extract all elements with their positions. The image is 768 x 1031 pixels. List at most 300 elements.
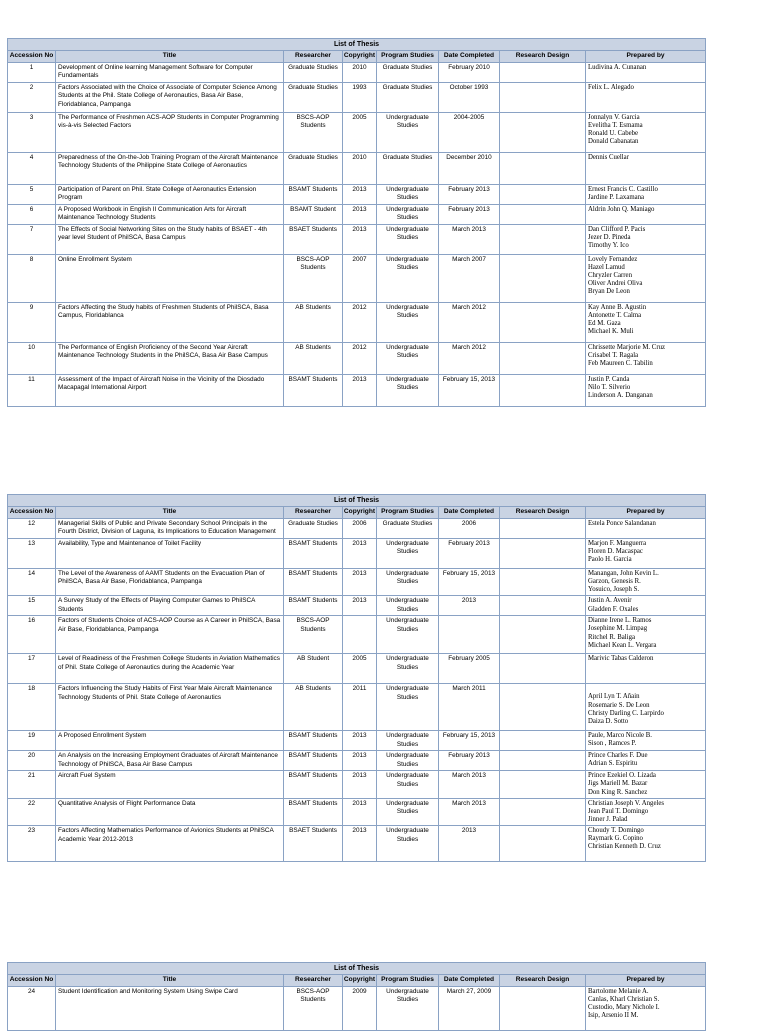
table-row bbox=[8, 826, 706, 862]
date-completed-cell: February 2010 bbox=[439, 62, 500, 82]
prepared-by-cell bbox=[586, 152, 706, 184]
table-caption-row bbox=[8, 39, 706, 51]
author-name: Aldrin John Q. Maniago bbox=[588, 205, 655, 213]
thesis-table-3 bbox=[7, 962, 706, 1031]
author-name: Choudy T. Domingo bbox=[588, 827, 644, 835]
copyright-cell: 2013 bbox=[343, 204, 377, 224]
column-header: Program Studies bbox=[377, 975, 439, 987]
title-cell: Student Identification and Monitoring System Using Swipe Card bbox=[56, 986, 284, 1030]
research-design-cell bbox=[500, 731, 586, 751]
prepared-by-cell bbox=[586, 751, 706, 771]
date-completed-cell bbox=[439, 616, 500, 654]
thesis-table-1 bbox=[7, 38, 706, 407]
author-name: Custodio, Mary Nichole I. bbox=[588, 1004, 660, 1012]
title-cell: A Proposed Workbook in English II Communication Arts for Aircraft Maintenance Technology Students bbox=[56, 204, 284, 224]
title-cell: Level of Readiness of the Freshmen College Students in Aviation Mathematics of Phil. State College of Aeronautics during the Academic Year bbox=[56, 654, 284, 684]
research-design-cell bbox=[500, 798, 586, 825]
copyright-cell: 2007 bbox=[343, 254, 377, 302]
table-row bbox=[8, 82, 706, 112]
author-name: Manangan, John Kevin L. bbox=[588, 569, 659, 577]
column-header: Title bbox=[56, 51, 284, 63]
prepared-by-cell bbox=[586, 654, 706, 684]
researcher-cell: BSAET Students bbox=[284, 224, 343, 254]
program-studies-cell: Undergraduate Studies bbox=[377, 684, 439, 731]
date-completed-cell: March 2011 bbox=[439, 684, 500, 731]
title-cell: Availability, Type and Maintenance of Toilet Facility bbox=[56, 538, 284, 568]
researcher-cell: BSAMT Students bbox=[284, 771, 343, 798]
column-header: Copyright bbox=[343, 507, 377, 519]
research-design-cell bbox=[500, 518, 586, 538]
author-name: Jezer D. Pineda bbox=[588, 233, 631, 241]
program-studies-cell: Undergraduate Studies bbox=[377, 568, 439, 595]
author-name: Michael Kean L. Vergara bbox=[588, 641, 657, 649]
column-header: Researcher bbox=[284, 507, 343, 519]
accession-no-cell: 15 bbox=[8, 596, 56, 616]
author-name: Jinner J. Palad bbox=[588, 816, 628, 823]
researcher-cell: BSAMT Students bbox=[284, 568, 343, 595]
copyright-cell: 1993 bbox=[343, 82, 377, 112]
author-name: Paolo H. Garcia bbox=[588, 556, 632, 564]
title-cell: The Performance of English Proficiency of the Second Year Aircraft Maintenance Technology Students in the PhilSCA, Basa Air Base Campus bbox=[56, 342, 284, 374]
copyright-cell: 2013 bbox=[343, 751, 377, 771]
thesis-table-2 bbox=[7, 494, 706, 862]
program-studies-cell: Graduate Studies bbox=[377, 82, 439, 112]
author-name: Lovely Fernandez bbox=[588, 255, 638, 263]
title-cell: Factors Affecting the Study habits of Freshmen Students of PhilSCA, Basa Campus, Floridablanca bbox=[56, 302, 284, 342]
author-name: Christian Joseph V. Angeles bbox=[588, 799, 665, 807]
research-design-cell bbox=[500, 342, 586, 374]
researcher-cell: AB Student bbox=[284, 654, 343, 684]
program-studies-cell: Undergraduate Studies bbox=[377, 654, 439, 684]
table-row bbox=[8, 731, 706, 751]
copyright-cell: 2012 bbox=[343, 302, 377, 342]
date-completed-cell: February 2013 bbox=[439, 538, 500, 568]
column-header: Researcher bbox=[284, 51, 343, 63]
table-header-row bbox=[8, 975, 706, 987]
table-caption-row bbox=[8, 495, 706, 507]
table-row bbox=[8, 342, 706, 374]
title-cell: Online Enrollment System bbox=[56, 254, 284, 302]
author-name: Christy Darling C. Larpirdo bbox=[588, 709, 664, 717]
researcher-cell: BSAMT Students bbox=[284, 184, 343, 204]
table-row bbox=[8, 751, 706, 771]
column-header: Copyright bbox=[343, 51, 377, 63]
program-studies-cell: Undergraduate Studies bbox=[377, 254, 439, 302]
research-design-cell bbox=[500, 152, 586, 184]
table-row bbox=[8, 254, 706, 302]
research-design-cell bbox=[500, 538, 586, 568]
prepared-by-cell bbox=[586, 684, 706, 731]
author-name: Canlas, Kharl Christian S. bbox=[588, 996, 660, 1004]
researcher-cell: BSCS-AOP Students bbox=[284, 986, 343, 1030]
program-studies-cell: Undergraduate Studies bbox=[377, 798, 439, 825]
table-row bbox=[8, 152, 706, 184]
table-row bbox=[8, 302, 706, 342]
copyright-cell: 2013 bbox=[343, 798, 377, 825]
program-studies-cell: Graduate Studies bbox=[377, 152, 439, 184]
researcher-cell: BSAET Students bbox=[284, 826, 343, 862]
table-row bbox=[8, 798, 706, 825]
copyright-cell: 2010 bbox=[343, 62, 377, 82]
program-studies-cell: Undergraduate Studies bbox=[377, 826, 439, 862]
program-studies-cell: Undergraduate Studies bbox=[377, 538, 439, 568]
title-cell: The Effects of Social Networking Sites on the Study habits of BSAET - 4th year level Student of PhilSCA, Basa Campus bbox=[56, 224, 284, 254]
accession-no-cell: 21 bbox=[8, 771, 56, 798]
researcher-cell: Graduate Studies bbox=[284, 152, 343, 184]
author-name: Prince Ezekiel O. Lizada bbox=[588, 772, 656, 780]
title-cell: Assessment of the Impact of Aircraft Noise in the Vicinity of the Diosdado Macapagal International Airport bbox=[56, 374, 284, 406]
author-name: Don King R. Sanchez bbox=[588, 788, 648, 796]
author-name: Paule, Marco Nicole B. bbox=[588, 732, 652, 740]
copyright-cell: 2009 bbox=[343, 986, 377, 1030]
author-name: Chrissette Marjorie M. Cruz bbox=[588, 343, 666, 351]
date-completed-cell: December 2010 bbox=[439, 152, 500, 184]
copyright-cell: 2013 bbox=[343, 538, 377, 568]
prepared-by-cell bbox=[586, 342, 706, 374]
column-header: Date Completed bbox=[439, 975, 500, 987]
accession-no-cell: 14 bbox=[8, 568, 56, 595]
program-studies-cell: Undergraduate Studies bbox=[377, 731, 439, 751]
copyright-cell: 2011 bbox=[343, 684, 377, 731]
column-header: Date Completed bbox=[439, 507, 500, 519]
author-name: Michael K. Muli bbox=[588, 328, 634, 336]
column-header: Date Completed bbox=[439, 51, 500, 63]
date-completed-cell: February 2013 bbox=[439, 184, 500, 204]
date-completed-cell: February 15, 2013 bbox=[439, 731, 500, 751]
table-header-row bbox=[8, 51, 706, 63]
author-name: Timothy Y. Ico bbox=[588, 241, 629, 249]
program-studies-cell: Undergraduate Studies bbox=[377, 204, 439, 224]
date-completed-cell: February 15, 2013 bbox=[439, 568, 500, 595]
author-name: Adrian S. Espiritu bbox=[588, 760, 638, 768]
program-studies-cell: Undergraduate Studies bbox=[377, 596, 439, 616]
date-completed-cell: 2006 bbox=[439, 518, 500, 538]
author-name: Donald Cabanatan bbox=[588, 138, 639, 146]
program-studies-cell: Undergraduate Studies bbox=[377, 616, 439, 654]
accession-no-cell: 2 bbox=[8, 82, 56, 112]
table-row bbox=[8, 518, 706, 538]
author-name: Floren D. Macaspac bbox=[588, 548, 643, 556]
title-cell: A Proposed Enrollment System bbox=[56, 731, 284, 751]
author-name: Sison , Ramces P. bbox=[588, 740, 637, 748]
prepared-by-cell bbox=[586, 254, 706, 302]
researcher-cell: BSAMT Students bbox=[284, 731, 343, 751]
table-row bbox=[8, 771, 706, 798]
author-name: Yosuico, Joseph S. bbox=[588, 586, 640, 594]
author-name: Garzon, Genesis R. bbox=[588, 578, 641, 586]
author-name: Jean Paul T. Domingo bbox=[588, 807, 649, 815]
date-completed-cell: March 2012 bbox=[439, 342, 500, 374]
research-design-cell bbox=[500, 596, 586, 616]
researcher-cell: BSAMT Students bbox=[284, 596, 343, 616]
program-studies-cell: Graduate Studies bbox=[377, 518, 439, 538]
prepared-by-cell bbox=[586, 518, 706, 538]
title-cell: Development of Online learning Management Software for Computer Fundamentals bbox=[56, 62, 284, 82]
column-header: Research Design bbox=[500, 975, 586, 987]
table-row bbox=[8, 224, 706, 254]
research-design-cell bbox=[500, 224, 586, 254]
researcher-cell: BSCS-AOP Students bbox=[284, 254, 343, 302]
author-name: Kay Anne B. Agustin bbox=[588, 303, 647, 311]
title-cell: The Level of the Awareness of AAMT Students on the Evacuation Plan of PhilSCA, Basa Air Base, Floridablanca, Pampanga bbox=[56, 568, 284, 595]
column-header: Program Studies bbox=[377, 507, 439, 519]
title-cell: Factors Affecting Mathematics Performance of Avionics Students at PhilSCA Academic Year 2012-2013 bbox=[56, 826, 284, 862]
research-design-cell bbox=[500, 112, 586, 152]
accession-no-cell: 7 bbox=[8, 224, 56, 254]
title-cell: An Analysis on the Increasing Employment Graduates of Aircraft Maintenance Technology of PhilSCA, Basa Air Base Campus bbox=[56, 751, 284, 771]
table-caption-row bbox=[8, 963, 706, 975]
research-design-cell bbox=[500, 826, 586, 862]
prepared-by-cell bbox=[586, 62, 706, 82]
title-cell: Participation of Parent on Phil. State College of Aeronautics Extension Program bbox=[56, 184, 284, 204]
author-name: Evelitha T. Esmama bbox=[588, 122, 643, 129]
column-header: Title bbox=[56, 507, 284, 519]
author-name: Ronald U. Cabebe bbox=[588, 130, 639, 138]
author-name: Christian Kenneth D. Cruz bbox=[588, 843, 661, 851]
author-name: Bartolome Melanie A. bbox=[588, 987, 649, 995]
accession-no-cell: 13 bbox=[8, 538, 56, 568]
date-completed-cell: March 2013 bbox=[439, 224, 500, 254]
author-name: Josephine M. Limpag bbox=[588, 625, 648, 633]
author-name: Crisabel T. Ragala bbox=[588, 351, 639, 359]
accession-no-cell: 5 bbox=[8, 184, 56, 204]
accession-no-cell: 12 bbox=[8, 518, 56, 538]
researcher-cell: AB Students bbox=[284, 342, 343, 374]
author-name: Gladden F. Oxales bbox=[588, 605, 639, 613]
copyright-cell: 2013 bbox=[343, 731, 377, 751]
author-name: Jonnalyn V. Garcia bbox=[588, 113, 640, 121]
accession-no-cell: 4 bbox=[8, 152, 56, 184]
author-name: Isip, Arsenio II M. bbox=[588, 1012, 639, 1020]
program-studies-cell: Undergraduate Studies bbox=[377, 986, 439, 1030]
date-completed-cell: October 1993 bbox=[439, 82, 500, 112]
author-name: Prince Charles F. Due bbox=[588, 752, 648, 760]
column-header: Program Studies bbox=[377, 51, 439, 63]
program-studies-cell: Undergraduate Studies bbox=[377, 751, 439, 771]
copyright-cell: 2010 bbox=[343, 152, 377, 184]
research-design-cell bbox=[500, 568, 586, 595]
date-completed-cell: March 2013 bbox=[439, 798, 500, 825]
table-caption: List of Thesis bbox=[8, 963, 706, 975]
column-header: Accession No bbox=[8, 507, 56, 519]
research-design-cell bbox=[500, 374, 586, 406]
column-header: Accession No bbox=[8, 51, 56, 63]
prepared-by-cell bbox=[586, 826, 706, 862]
researcher-cell: BSCS-AOP Students bbox=[284, 616, 343, 654]
prepared-by-cell bbox=[586, 374, 706, 406]
table-row bbox=[8, 112, 706, 152]
author-name: Dennis Cuellar bbox=[588, 153, 629, 161]
author-name: Ritchel R. Baliga bbox=[588, 633, 636, 641]
prepared-by-cell bbox=[586, 798, 706, 825]
prepared-by-cell bbox=[586, 568, 706, 595]
accession-no-cell: 10 bbox=[8, 342, 56, 374]
program-studies-cell: Undergraduate Studies bbox=[377, 112, 439, 152]
researcher-cell: Graduate Studies bbox=[284, 518, 343, 538]
research-design-cell bbox=[500, 62, 586, 82]
date-completed-cell: March 27, 2009 bbox=[439, 986, 500, 1030]
date-completed-cell: 2013 bbox=[439, 596, 500, 616]
program-studies-cell: Graduate Studies bbox=[377, 62, 439, 82]
author-name: Justin P. Canda bbox=[588, 375, 630, 383]
accession-no-cell: 16 bbox=[8, 616, 56, 654]
researcher-cell: BSAMT Students bbox=[284, 538, 343, 568]
column-header: Title bbox=[56, 975, 284, 987]
prepared-by-cell bbox=[586, 771, 706, 798]
prepared-by-cell bbox=[586, 538, 706, 568]
table-row bbox=[8, 616, 706, 654]
copyright-cell bbox=[343, 616, 377, 654]
researcher-cell: AB Students bbox=[284, 302, 343, 342]
copyright-cell: 2012 bbox=[343, 342, 377, 374]
table-row bbox=[8, 184, 706, 204]
research-design-cell bbox=[500, 204, 586, 224]
copyright-cell: 2013 bbox=[343, 826, 377, 862]
program-studies-cell: Undergraduate Studies bbox=[377, 342, 439, 374]
accession-no-cell: 24 bbox=[8, 986, 56, 1030]
researcher-cell: Graduate Studies bbox=[284, 62, 343, 82]
researcher-cell: BSAMT Students bbox=[284, 751, 343, 771]
author-name: Justin A. Avenir bbox=[588, 597, 632, 605]
author-name: Oliver Andrei Oliva bbox=[588, 280, 643, 288]
date-completed-cell: 2013 bbox=[439, 826, 500, 862]
copyright-cell: 2005 bbox=[343, 112, 377, 152]
author-name: Jardine P. Laxamana bbox=[588, 194, 645, 201]
prepared-by-cell bbox=[586, 731, 706, 751]
table-row bbox=[8, 684, 706, 731]
author-name: April Lyn T. Añain bbox=[588, 693, 640, 701]
author-name: Antonette T. Calma bbox=[588, 311, 642, 319]
research-design-cell bbox=[500, 184, 586, 204]
author-name: Felix L. Alegado bbox=[588, 83, 634, 91]
date-completed-cell: February 2013 bbox=[439, 751, 500, 771]
title-cell: The Performance of Freshmen ACS-AOP Students in Computer Programming vis-à-vis Selected Factors bbox=[56, 112, 284, 152]
author-name: Feb Maureen C. Tabilin bbox=[588, 359, 653, 367]
author-name: Marjon F. Manguerra bbox=[588, 539, 647, 547]
copyright-cell: 2013 bbox=[343, 568, 377, 595]
table-row bbox=[8, 204, 706, 224]
copyright-cell: 2013 bbox=[343, 224, 377, 254]
author-name: Chryzler Carren bbox=[588, 271, 632, 279]
author-name: Jigs Mariell M. Bazar bbox=[588, 780, 648, 788]
prepared-by-cell bbox=[586, 204, 706, 224]
column-header: Researcher bbox=[284, 975, 343, 987]
column-header: Prepared by bbox=[586, 975, 706, 987]
author-name: Marivic Tabas Calderon bbox=[588, 655, 654, 663]
copyright-cell: 2013 bbox=[343, 374, 377, 406]
title-cell: Aircraft Fuel System bbox=[56, 771, 284, 798]
prepared-by-cell bbox=[586, 82, 706, 112]
prepared-by-cell bbox=[586, 224, 706, 254]
program-studies-cell: Undergraduate Studies bbox=[377, 771, 439, 798]
date-completed-cell: March 2013 bbox=[439, 771, 500, 798]
table-row bbox=[8, 654, 706, 684]
table-row bbox=[8, 374, 706, 406]
table-header-row bbox=[8, 507, 706, 519]
prepared-by-cell bbox=[586, 184, 706, 204]
author-name: Linderson A. Danganan bbox=[588, 391, 653, 399]
researcher-cell: Graduate Studies bbox=[284, 82, 343, 112]
research-design-cell bbox=[500, 771, 586, 798]
accession-no-cell: 17 bbox=[8, 654, 56, 684]
program-studies-cell: Undergraduate Studies bbox=[377, 224, 439, 254]
accession-no-cell: 23 bbox=[8, 826, 56, 862]
accession-no-cell: 18 bbox=[8, 684, 56, 731]
research-design-cell bbox=[500, 302, 586, 342]
title-cell: Quantitative Analysis of Flight Performance Data bbox=[56, 798, 284, 825]
author-name: Dan Clifford P. Pacis bbox=[588, 225, 646, 233]
copyright-cell: 2013 bbox=[343, 771, 377, 798]
author-name: Ed M. Gaza bbox=[588, 319, 621, 327]
date-completed-cell: 2004-2005 bbox=[439, 112, 500, 152]
researcher-cell: AB Students bbox=[284, 684, 343, 731]
column-header: Prepared by bbox=[586, 51, 706, 63]
program-studies-cell: Undergraduate Studies bbox=[377, 302, 439, 342]
program-studies-cell: Undergraduate Studies bbox=[377, 374, 439, 406]
table-caption: List of Thesis bbox=[8, 495, 706, 507]
researcher-cell: BSAMT Students bbox=[284, 798, 343, 825]
author-name bbox=[588, 685, 703, 693]
copyright-cell: 2006 bbox=[343, 518, 377, 538]
researcher-cell: BSAMT Students bbox=[284, 374, 343, 406]
table-row bbox=[8, 538, 706, 568]
author-name: Hazel Lamud bbox=[588, 263, 625, 271]
column-header: Accession No bbox=[8, 975, 56, 987]
research-design-cell bbox=[500, 654, 586, 684]
accession-no-cell: 22 bbox=[8, 798, 56, 825]
table-row bbox=[8, 568, 706, 595]
author-name: Rosemarie S. De Leon bbox=[588, 701, 650, 709]
table-caption: List of Thesis bbox=[8, 39, 706, 51]
program-studies-cell: Undergraduate Studies bbox=[377, 184, 439, 204]
column-header: Prepared by bbox=[586, 507, 706, 519]
date-completed-cell: February 15, 2013 bbox=[439, 374, 500, 406]
copyright-cell: 2005 bbox=[343, 654, 377, 684]
prepared-by-cell bbox=[586, 596, 706, 616]
prepared-by-cell bbox=[586, 302, 706, 342]
accession-no-cell: 9 bbox=[8, 302, 56, 342]
accession-no-cell: 3 bbox=[8, 112, 56, 152]
accession-no-cell: 8 bbox=[8, 254, 56, 302]
column-header: Research Design bbox=[500, 51, 586, 63]
author-name: Daiza D. Sotto bbox=[588, 717, 629, 725]
title-cell: Factors Influencing the Study Habits of First Year Male Aircraft Maintenance Technology Students of Phil. State College of Aeronautics bbox=[56, 684, 284, 731]
table-row bbox=[8, 62, 706, 82]
date-completed-cell: March 2012 bbox=[439, 302, 500, 342]
column-header: Research Design bbox=[500, 507, 586, 519]
date-completed-cell: February 2005 bbox=[439, 654, 500, 684]
title-cell: Preparedness of the On-the-Job Training Program of the Aircraft Maintenance Technology Students of the Philippine State College of Aeronautics bbox=[56, 152, 284, 184]
research-design-cell bbox=[500, 82, 586, 112]
accession-no-cell: 6 bbox=[8, 204, 56, 224]
author-name: Ludivina A. Cunanan bbox=[588, 63, 647, 71]
prepared-by-cell bbox=[586, 112, 706, 152]
copyright-cell: 2013 bbox=[343, 184, 377, 204]
research-design-cell bbox=[500, 616, 586, 654]
copyright-cell: 2013 bbox=[343, 596, 377, 616]
title-cell: Factors Associated with the Choice of Associate of Computer Science Among Students at the Phil. State College of Aeronautics, Basa Air Base, Floridablanca, Pampanga bbox=[56, 82, 284, 112]
author-name: Ernest Francis C. Castillo bbox=[588, 185, 658, 193]
author-name: Nilo T. Silverio bbox=[588, 383, 631, 391]
researcher-cell: BSAMT Student bbox=[284, 204, 343, 224]
author-name: Dianne Irene L. Ramos bbox=[588, 617, 652, 625]
date-completed-cell: February 2013 bbox=[439, 204, 500, 224]
researcher-cell: BSCS-AOP Students bbox=[284, 112, 343, 152]
title-cell: Factors of Students Choice of ACS-AOP Course as A Career in PhilSCA, Basa Air Base, Floridablanca, Pampanga bbox=[56, 616, 284, 654]
accession-no-cell: 20 bbox=[8, 751, 56, 771]
research-design-cell bbox=[500, 684, 586, 731]
accession-no-cell: 11 bbox=[8, 374, 56, 406]
